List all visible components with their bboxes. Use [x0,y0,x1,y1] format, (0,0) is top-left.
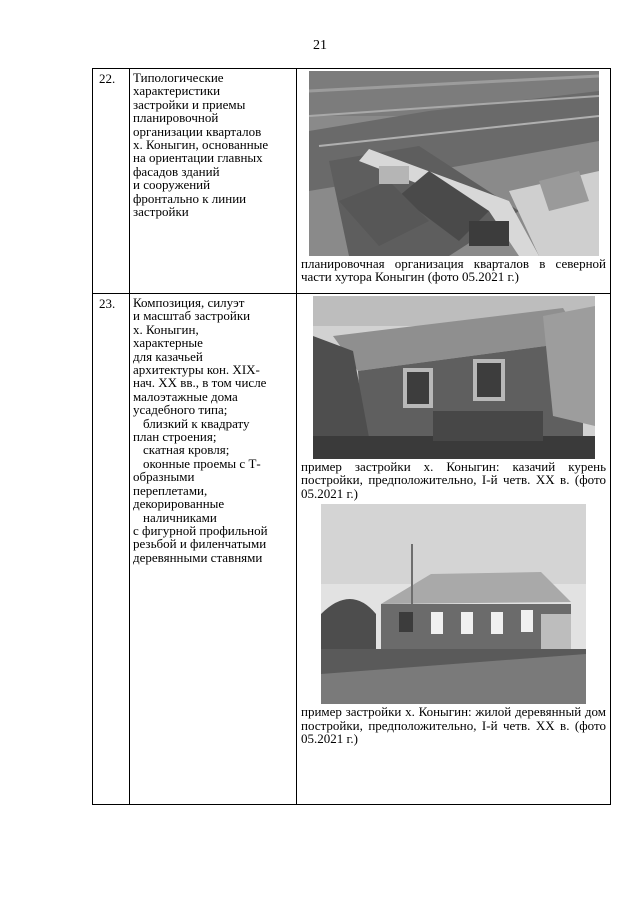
description-line: для казачьей [133,348,203,364]
description-line: фасадов зданий [133,163,220,179]
row-number: 23. [93,294,130,805]
description-line: организации кварталов [133,123,262,139]
description-line: малоэтажные дома [133,388,238,404]
description-line: архитектуры кон. XIX- [133,362,260,378]
table-row [93,69,611,294]
description-line: нач. XX вв., в том числе [133,375,267,391]
table-row [93,294,611,805]
row-number: 22. [93,69,130,294]
row-description [130,69,297,294]
description-line: застройки [133,204,189,220]
description-line: и масштаб застройки [133,308,251,324]
description-line: деревянными ставнями [133,549,263,565]
description-line: декорированные [133,496,225,512]
description-line: Типологические [133,70,224,85]
kuren-house-photo [313,296,595,459]
description-line: х. Коныгин, [133,321,199,337]
photo-caption: пример застройки х. Коныгин: жилой деревянный дом постройки, предположительно, I-й четв. XX в. (фото 05.2021 г.) [301,704,606,747]
description-line: скатная кровля; [143,442,230,458]
description-line: застройки и приемы [133,96,246,112]
description-line: характерные [133,335,203,351]
description-line: образными [133,469,195,485]
characteristics-table [92,68,611,805]
description-line: на ориентации главных [133,150,263,166]
description-line: усадебного типа; [133,402,228,418]
photo-caption: пример застройки х. Коныгин: казачий курень постройки, предположительно, I-й четв. XX в. (фото 05.2021 г.) [301,459,606,501]
aerial-photo [309,71,599,256]
description-line: план строения; [133,429,217,445]
description-line: характеристики [133,83,221,99]
row-photos [297,69,611,294]
description-line: близкий к квадрату [143,415,250,431]
description-line: наличниками [143,509,217,525]
page-number: 21 [313,38,327,53]
description-line: с фигурной профильной [133,522,268,538]
description-line: Композиция, силуэт [133,295,245,310]
photo-caption: планировочная организация кварталов в северной части хутора Коныгин (фото 05.2021 г.) [301,256,606,285]
description-line: фронтально к линии [133,190,247,206]
description-line: и сооружений [133,177,211,193]
description-line: х. Коныгин, основанные [133,137,269,153]
wooden-house-photo [321,504,586,704]
description-line: резьбой и филенчатыми [133,536,267,552]
description-line: переплетами, [133,482,208,498]
description-line: оконные проемы с Т- [143,455,261,471]
description-line: планировочной [133,110,219,126]
row-description [130,294,297,805]
row-photos [297,294,611,805]
